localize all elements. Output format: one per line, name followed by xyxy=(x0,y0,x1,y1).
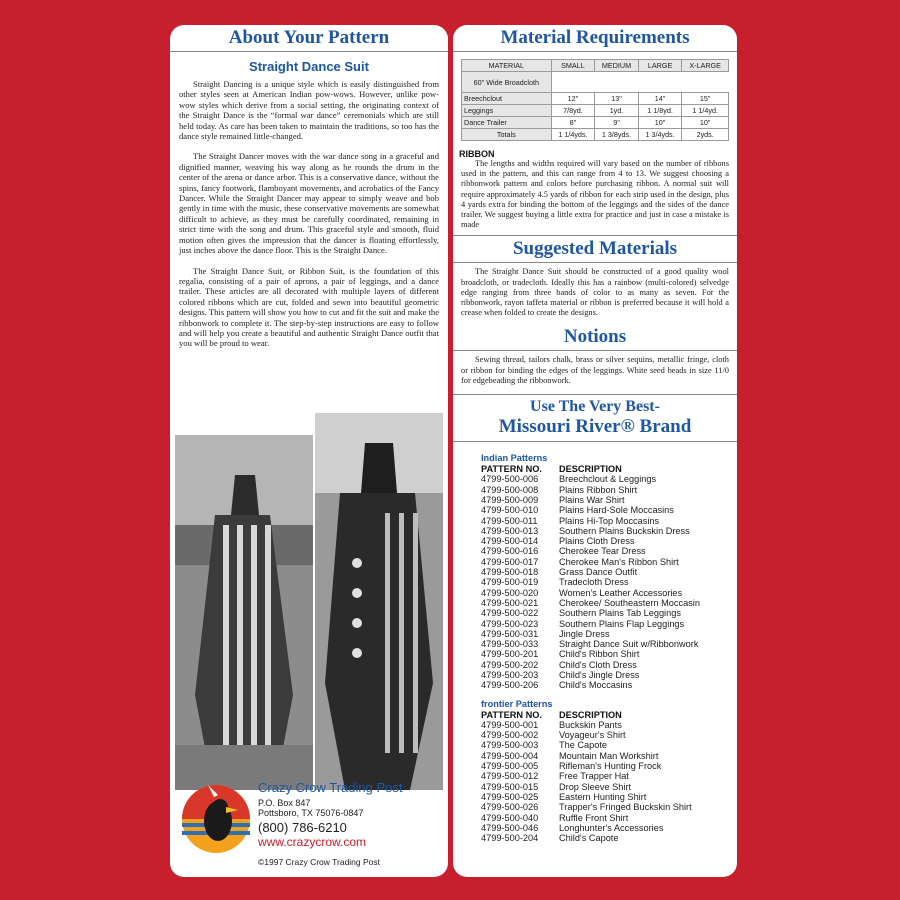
table-row xyxy=(462,105,729,117)
pattern-number: 4799-500-017 xyxy=(481,556,539,567)
table-cell: 1 3/4yds. xyxy=(638,129,682,141)
material-table-wrap xyxy=(461,59,737,141)
paragraph-3: The Straight Dance Suit, or Ribbon Suit, is the foundation of this regalia, consisting of a pair of aprons, a pair of leggings, and a dance trailer. These articles are all decorated with multiple layers of different colored ribbons which are cut, folded and sewn into beautiful geometric designs. This pattern will show you how to cut and fit the suit and make the ribbonwork to complete it. The step-by-step instructions are easy to follow and will help you create a beautiful and authentic Straight Dance outfit that you will be proud to wear. xyxy=(179,265,440,349)
pattern-description: Tradecloth Dress xyxy=(559,577,629,588)
pattern-number: 4799-500-012 xyxy=(481,771,539,782)
table-header-cell: MEDIUM xyxy=(595,60,639,72)
pattern-description: Cherokee Tear Dress xyxy=(559,546,646,557)
company-phone: (800) 786-6210 xyxy=(258,820,347,835)
list-item xyxy=(481,536,737,546)
pattern-number: 4799-500-013 xyxy=(481,525,539,536)
pattern-description: Child's Capote xyxy=(559,833,619,844)
pattern-description: Cherokee Man's Ribbon Shirt xyxy=(559,556,679,567)
pattern-list xyxy=(453,442,737,843)
pattern-number: 4799-500-005 xyxy=(481,761,539,772)
table-cell: 1 1/8yd. xyxy=(638,105,682,117)
pattern-number: 4799-500-006 xyxy=(481,474,539,485)
pattern-description: Child's Ribbon Shirt xyxy=(559,649,640,660)
pattern-description: Plains Cloth Dress xyxy=(559,536,635,547)
right-panel xyxy=(453,25,737,877)
pattern-description: Grass Dance Outfit xyxy=(559,567,638,578)
pattern-description: Plains Ribbon Shirt xyxy=(559,484,638,495)
pattern-number: 4799-500-004 xyxy=(481,750,539,761)
table-header-cell: MATERIAL xyxy=(462,60,552,72)
pattern-number: 4799-500-010 xyxy=(481,505,539,516)
pattern-number: 4799-500-023 xyxy=(481,618,539,629)
pattern-number: 4799-500-015 xyxy=(481,781,539,792)
table-cell: 1yd. xyxy=(595,105,639,117)
about-pattern-panel xyxy=(170,25,448,877)
list-item xyxy=(481,629,737,639)
list-item xyxy=(481,670,737,680)
notions-text: Sewing thread, tailors chalk, brass or silver sequins, metallic fringe, cloth or ribbon for binding the edges of the leggings. White seed beads in size 11/0 for edgebeading the ribbonwork. xyxy=(461,355,729,385)
frontier-list-header xyxy=(481,710,737,720)
pattern-number: 4799-500-018 xyxy=(481,567,539,578)
list-item xyxy=(481,720,737,730)
table-cell: 9" xyxy=(595,117,639,129)
brand-line-2: Missouri River® Brand xyxy=(498,416,692,438)
pattern-number: 4799-500-026 xyxy=(481,802,539,813)
pattern-number: 4799-500-008 xyxy=(481,484,539,495)
material-title: Material Requirements xyxy=(453,25,737,52)
brand-heading xyxy=(453,394,737,442)
list-item xyxy=(481,660,737,670)
list-item xyxy=(481,639,737,649)
pattern-description: Women's Leather Accessories xyxy=(559,587,683,598)
pattern-description: Mountain Man Workshirt xyxy=(559,750,659,761)
list-item xyxy=(481,598,737,608)
pattern-number: 4799-500-020 xyxy=(481,587,539,598)
company-po-box: P.O. Box 847 xyxy=(258,798,311,808)
row-label: Totals xyxy=(462,129,552,141)
list-item xyxy=(481,823,737,833)
list-item xyxy=(481,505,737,515)
table-row xyxy=(462,117,729,129)
column-description: DESCRIPTION xyxy=(559,464,622,475)
pattern-number: 4799-500-009 xyxy=(481,494,539,505)
list-item xyxy=(481,485,737,495)
pattern-number: 4799-500-003 xyxy=(481,740,539,751)
company-info xyxy=(258,780,443,849)
pattern-description: Child's Cloth Dress xyxy=(559,659,637,670)
pattern-number: 4799-500-001 xyxy=(481,719,539,730)
pattern-description: Jingle Dress xyxy=(559,628,610,639)
company-website-link[interactable]: www.crazycrow.com xyxy=(258,835,367,849)
dancer-photo-right xyxy=(315,413,443,790)
ribbon-text: The lengths and widths required will vary based on the number of ribbons used in the pattern, and this can range from 4 to 13. We suggest choosing a ribbonwork pattern and colors before purchasing ribbon. A normal suit will require approximately 4.5 yards of ribbon for each strip used in the design, plus 4 yards extra for binding the bottom of the leggings and the sides of the dance trailer. We suggest buying a little extra for practice and just in case a mistake is made xyxy=(461,159,729,230)
pattern-number: 4799-500-031 xyxy=(481,628,539,639)
list-item xyxy=(481,740,737,750)
pattern-description: Southern Plains Flap Leggings xyxy=(559,618,685,629)
pattern-description: Straight Dance Suit w/Ribbonwork xyxy=(559,639,699,650)
table-cell: 7/8yd. xyxy=(551,105,595,117)
company-city: Pottsboro, TX 75076-0847 xyxy=(258,808,364,818)
indian-pattern-list xyxy=(481,474,737,690)
pattern-number: 4799-500-204 xyxy=(481,833,539,844)
about-body xyxy=(170,74,448,349)
pattern-description: Plains Hi-Top Moccasins xyxy=(559,515,660,526)
table-cell: 10" xyxy=(682,117,729,129)
dancer-photo-right-image xyxy=(315,413,443,790)
list-item xyxy=(481,751,737,761)
table-row xyxy=(462,93,729,105)
pattern-description: Ruffle Front Shirt xyxy=(559,812,629,823)
table-cell: 12" xyxy=(551,93,595,105)
pattern-number: 4799-500-033 xyxy=(481,639,539,650)
pattern-number: 4799-500-019 xyxy=(481,577,539,588)
pattern-description: Voyageur's Shirt xyxy=(559,730,626,741)
material-table xyxy=(461,59,729,141)
pattern-description: Rifleman's Hunting Frock xyxy=(559,761,662,772)
list-item xyxy=(481,792,737,802)
column-description: DESCRIPTION xyxy=(559,709,622,720)
pattern-description: Southern Plains Buckskin Dress xyxy=(559,525,690,536)
table-cell: 1 1/4yd. xyxy=(682,105,729,117)
table-cell: 13" xyxy=(595,93,639,105)
pattern-description: Breechclout & Leggings xyxy=(559,474,657,485)
pattern-number: 4799-500-016 xyxy=(481,546,539,557)
frontier-pattern-list xyxy=(481,720,737,844)
pattern-number: 4799-500-021 xyxy=(481,597,539,608)
list-item xyxy=(481,761,737,771)
company-name: Crazy Crow Trading Post xyxy=(258,780,403,795)
list-item xyxy=(481,588,737,598)
row-label: Breechclout xyxy=(462,93,552,105)
table-cell: 10" xyxy=(638,117,682,129)
list-item xyxy=(481,516,737,526)
pattern-number: 4799-500-014 xyxy=(481,536,539,547)
pattern-description: Longhunter's Accessories xyxy=(559,822,664,833)
pattern-number: 4799-500-011 xyxy=(481,515,538,526)
table-header-cell: SMALL xyxy=(551,60,595,72)
list-item xyxy=(481,577,737,587)
column-pattern-no: PATTERN NO. xyxy=(481,464,542,475)
suggested-text: The Straight Dance Suit should be constructed of a good quality wool broadcloth, or tradecloth. Ideally this has a rainbow (multi-colored) selvedge edge ranging from three bands of color to as many as seven. For the ribbonwork, rayon taffeta material or ribbon is preferred because it will hold a crease when folded to create the designs. xyxy=(461,267,729,318)
crazy-crow-logo-icon xyxy=(180,783,252,855)
list-item xyxy=(481,680,737,690)
list-item xyxy=(481,526,737,536)
list-item xyxy=(481,730,737,740)
ribbon-heading: RIBBON xyxy=(459,149,495,159)
list-item xyxy=(481,608,737,618)
paragraph-2: The Straight Dancer moves with the war dance song in a graceful and dignified manner, weaving his way along as he rounds the drum in the center of the arena or dance arbor. This is a conservative dance, without the spins, fancy footwork, flamboyant movements, and acrobatics of the Fancy Dancer. While the Straight Dancer may appear to simply weave and bob gently in time with the music, these conservative movements are somewhat difficult to achieve, as they must be carefully coordinated, remaining in strict time with the song and drum. This graceful style and smooth, fluid motion often gives the impression that the dancer is floating effortlessly, just inches above the dance floor. This is the Straight Dance. xyxy=(179,151,439,256)
column-pattern-no: PATTERN NO. xyxy=(481,709,542,720)
list-item xyxy=(481,557,737,567)
pattern-description: Eastern Hunting Shirt xyxy=(559,791,647,802)
table-cell: 8" xyxy=(551,117,595,129)
indian-list-header xyxy=(481,464,737,474)
pattern-description: Plains War Shirt xyxy=(559,494,625,505)
pattern-description: Plains Hard-Sole Moccasins xyxy=(559,505,674,516)
paragraph-1: Straight Dancing is a unique style which is easily distinguished from other styles seen at American Indian pow-wows. However, unlike pow-wow styles which derive from a social setting, the originating context of the Straight Dance is the “formal war dance” ceremonials which are still held today. As care has been taken to maintain the traditions, so too has the dance style remained little-changed. xyxy=(179,79,439,142)
pattern-number: 4799-500-206 xyxy=(481,680,539,691)
list-item xyxy=(481,567,737,577)
list-item xyxy=(481,802,737,812)
list-item xyxy=(481,619,737,629)
row-label: Leggings xyxy=(462,105,552,117)
list-item xyxy=(481,546,737,556)
table-cell: 1 1/4yds. xyxy=(551,129,595,141)
pattern-description: Drop Sleeve Shirt xyxy=(559,781,632,792)
pattern-description: Free Trapper Hat xyxy=(559,771,629,782)
list-item xyxy=(481,474,737,484)
table-row xyxy=(462,72,729,93)
pattern-description: Cherokee/ Southeastern Moccasin xyxy=(559,597,700,608)
pattern-description: Buckskin Pants xyxy=(559,719,622,730)
list-item xyxy=(481,649,737,659)
brand-line-1: Use The Very Best- xyxy=(530,398,660,416)
pattern-description: The Capote xyxy=(559,740,608,751)
copyright: ©1997 Crazy Crow Trading Post xyxy=(258,857,381,867)
pattern-number: 4799-500-202 xyxy=(481,659,539,670)
table-cell: 14" xyxy=(638,93,682,105)
list-item xyxy=(481,495,737,505)
pattern-number: 4799-500-025 xyxy=(481,791,539,802)
pattern-number: 4799-500-040 xyxy=(481,812,539,823)
dancer-photo-left xyxy=(175,435,313,790)
pattern-number: 4799-500-046 xyxy=(481,822,539,833)
table-cell: 2yds. xyxy=(682,129,729,141)
list-item xyxy=(481,782,737,792)
suggested-title: Suggested Materials xyxy=(453,235,737,263)
company-logo xyxy=(180,783,252,855)
table-cell: 1 3/8yds. xyxy=(595,129,639,141)
list-item xyxy=(481,833,737,843)
dancer-photo-left-image xyxy=(175,435,313,790)
frontier-patterns-title: frontier Patterns xyxy=(481,698,553,709)
pattern-number: 4799-500-201 xyxy=(481,649,539,660)
fabric-note: 60" Wide Broadcloth xyxy=(462,72,552,93)
row-label: Dance Trailer xyxy=(462,117,552,129)
pattern-description: Child's Jingle Dress xyxy=(559,669,640,680)
table-header-row xyxy=(462,60,729,72)
pattern-description: Southern Plains Tab Leggings xyxy=(559,608,681,619)
notions-title: Notions xyxy=(453,326,737,351)
pattern-number: 4799-500-203 xyxy=(481,669,539,680)
table-header-cell: LARGE xyxy=(638,60,682,72)
pattern-number: 4799-500-002 xyxy=(481,730,539,741)
list-item xyxy=(481,771,737,781)
pattern-description: Trapper's Fringed Buckskin Shirt xyxy=(559,802,692,813)
list-item xyxy=(481,813,737,823)
suit-subtitle: Straight Dance Suit xyxy=(249,59,369,74)
table-header-cell: X-LARGE xyxy=(682,60,729,72)
table-row xyxy=(462,129,729,141)
table-cell: 15" xyxy=(682,93,729,105)
pattern-number: 4799-500-022 xyxy=(481,608,539,619)
about-title: About Your Pattern xyxy=(170,25,448,52)
indian-patterns-title: Indian Patterns xyxy=(481,453,548,464)
pattern-description: Child's Moccasins xyxy=(559,680,633,691)
